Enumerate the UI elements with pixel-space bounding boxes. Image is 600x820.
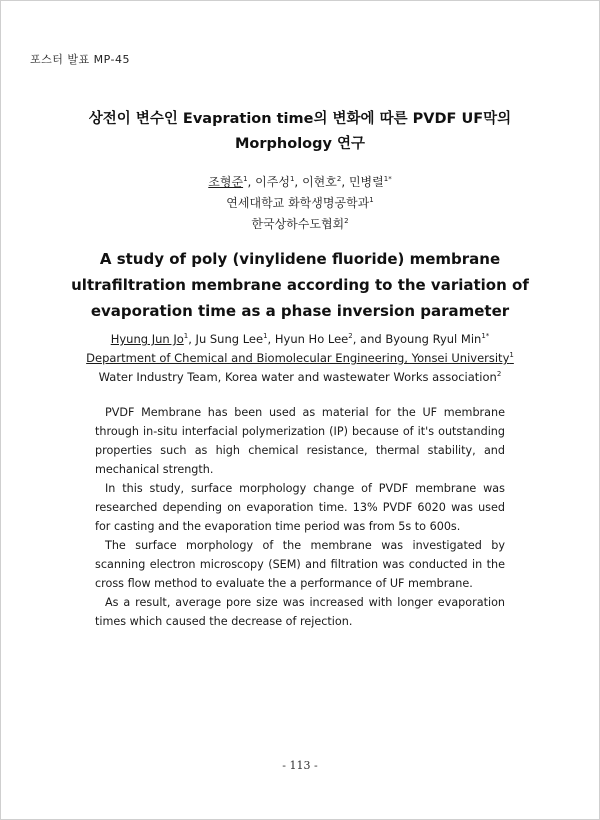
korean-title-line-2: Morphology 연구 (234, 136, 366, 152)
english-title-line-3: evaporation time as a phase inversion parameter (90, 302, 510, 320)
english-affiliation-2: Water Industry Team, Korea water and wastewater Works association$^2$ (98, 370, 502, 384)
english-author-name: Hyung Jun Jo (110, 332, 184, 346)
english-author-sep: , and (352, 332, 386, 346)
english-affiliation-1: Department of Chemical and Biomolecular Engineering, Yonsei University$^1$ (86, 351, 514, 365)
page-number: - 113 - (282, 759, 318, 772)
english-title-line-1: A study of poly (vinylidene fluoride) membrane (99, 250, 501, 268)
korean-author-sup: 2 (336, 175, 342, 183)
korean-author-sup: 1* (383, 175, 392, 183)
english-author-sep: , (188, 332, 196, 346)
english-author-block (40, 330, 560, 387)
english-author-sup: 2 (348, 332, 353, 341)
korean-author-block (40, 172, 560, 235)
korean-affiliation-1: 연세대학교 화학생명공학과$^1$ (226, 196, 374, 210)
abstract-paragraph-3: The surface morphology of the membrane was investigated by scanning electron microscopy (SEM) and filtration was conducted in the cross flow method to evaluate the a performance of UF membrane. (95, 539, 505, 590)
abstract (95, 403, 505, 631)
korean-author-name: 민병렬 (348, 175, 384, 189)
english-author-name: Byoung Ryul Min (385, 332, 482, 346)
korean-author-sep: , (341, 175, 349, 189)
korean-affiliation-2: 한국상하수도협회$^2$ (251, 217, 349, 231)
english-author-sup: 1* (481, 332, 490, 341)
korean-title-line-1: 상전이 변수인 Evapration time의 변화에 따른 PVDF UF막의 (88, 111, 512, 127)
english-author-sup: 1 (263, 332, 268, 341)
english-author-list (40, 330, 560, 349)
korean-author-sep: , (247, 175, 256, 189)
korean-author-sup: 1 (289, 175, 295, 183)
english-author-sep: , (267, 332, 275, 346)
english-title-line-2: ultrafiltration membrane according to the variation of (71, 276, 529, 294)
korean-author-sep: , (294, 175, 303, 189)
english-title (40, 246, 560, 324)
korean-author-name: 이현호 (302, 175, 337, 189)
english-author-name: Ju Sung Lee (195, 332, 264, 346)
abstract-paragraph-2: In this study, surface morphology change of PVDF membrane was researched depending on evaporation time. 13% PVDF 6020 was used for casting and the evaporation time period was from 5s to 600s. (95, 482, 505, 533)
abstract-paragraph-4: As a result, average pore size was increased with longer evaporation times which caused the decrease of rejection. (95, 596, 505, 628)
korean-title (40, 107, 560, 157)
abstract-paragraph-1: PVDF Membrane has been used as material for the UF membrane through in-situ interfacial polymerization (IP) because of it's outstanding properties such as high chemical resistance, thermal stability, and mechanical strength. (95, 406, 505, 476)
english-author-name: Hyun Ho Lee (274, 332, 349, 346)
korean-author-name: 조형준 (208, 175, 244, 189)
korean-author-name: 이주성 (255, 175, 290, 189)
english-author-sup: 1 (183, 332, 189, 341)
session-label: 포스터 발표 MP-45 (30, 53, 130, 66)
korean-author-sup: 1 (243, 175, 248, 183)
korean-author-list (40, 172, 560, 193)
